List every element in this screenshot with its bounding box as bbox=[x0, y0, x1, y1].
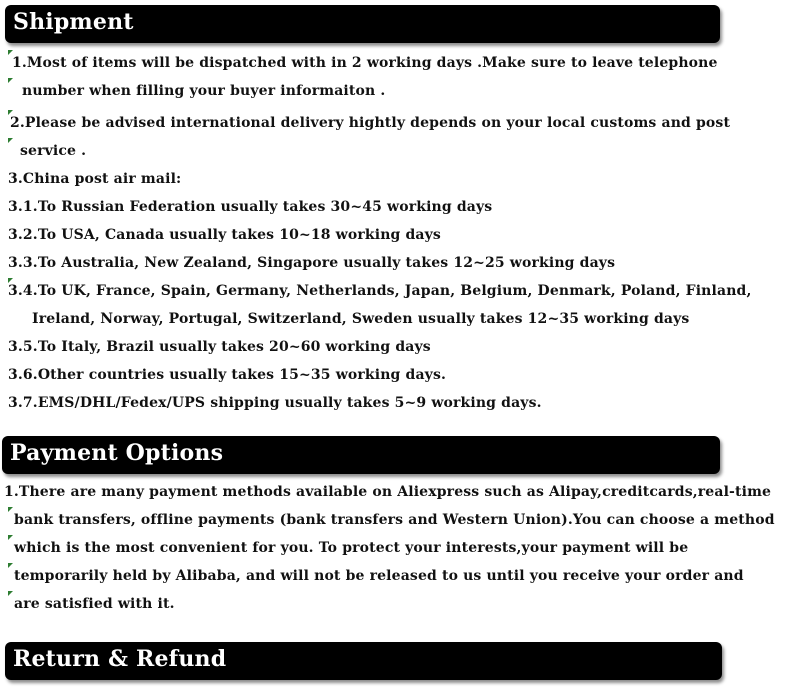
shipment-header bbox=[5, 5, 720, 43]
payment-title: Payment Options bbox=[10, 440, 224, 466]
payment-line-1: 1.There are many payment methods available on Aliexpress such as Alipay,creditcards,real-time bbox=[4, 484, 772, 500]
payment-line-2: bank transfers, offline payments (bank transfers and Western Union).You can choose a method bbox=[14, 512, 775, 528]
shipment-line-12: 3.6.Other countries usually takes 15~35 working days. bbox=[8, 367, 447, 383]
payment-line-3: which is the most convenient for you. To protect your interests,your payment will be bbox=[14, 540, 689, 556]
shipment-line-11: 3.5.To Italy, Brazil usually takes 20~60 working days bbox=[8, 339, 431, 355]
shipment-line-13: 3.7.EMS/DHL/Fedex/UPS shipping usually takes 5~9 working days. bbox=[8, 395, 542, 411]
line-marker bbox=[8, 535, 13, 540]
shipment-line-5: 3.China post air mail: bbox=[8, 171, 182, 187]
shipment-line-2: number when filling your buyer informaiton . bbox=[22, 83, 386, 99]
shipment-line-3: 2.Please be advised international delivery hightly depends on your local customs and post bbox=[10, 115, 731, 131]
line-marker bbox=[8, 138, 13, 143]
shipment-line-9: 3.4.To UK, France, Spain, Germany, Netherlands, Japan, Belgium, Denmark, Poland, Finland, bbox=[8, 283, 752, 299]
shipment-title: Shipment bbox=[13, 9, 134, 35]
refund-header bbox=[5, 642, 722, 680]
shipment-line-6: 3.1.To Russian Federation usually takes 30~45 working days bbox=[8, 199, 493, 215]
shipment-line-1: 1.Most of items will be dispatched with in 2 working days .Make sure to leave telephone bbox=[12, 55, 718, 71]
payment-header bbox=[2, 436, 720, 474]
refund-title: Return & Refund bbox=[13, 646, 227, 672]
line-marker bbox=[8, 507, 13, 512]
payment-line-4: temporarily held by Alibaba, and will not be released to us until you receive your order and bbox=[14, 568, 744, 584]
shipment-line-4: service . bbox=[20, 143, 87, 159]
shipment-line-7: 3.2.To USA, Canada usually takes 10~18 working days bbox=[8, 227, 441, 243]
shipment-line-8: 3.3.To Australia, New Zealand, Singapore usually takes 12~25 working days bbox=[8, 255, 616, 271]
shipment-line-10: Ireland, Norway, Portugal, Switzerland, Sweden usually takes 12~35 working days bbox=[32, 311, 690, 327]
line-marker bbox=[8, 591, 13, 596]
payment-line-5: are satisfied with it. bbox=[14, 596, 175, 612]
line-marker bbox=[8, 78, 13, 83]
line-marker bbox=[8, 563, 13, 568]
